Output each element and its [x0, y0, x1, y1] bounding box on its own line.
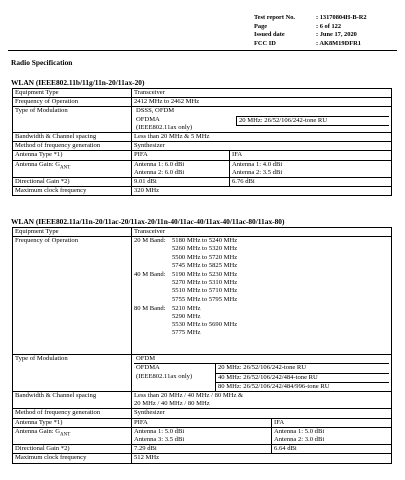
band-range: 5510 MHz to 5710 MHz [172, 287, 238, 295]
row-value: 2412 MHz to 2462 MHz [132, 98, 392, 107]
header-key: Issued date [254, 31, 285, 39]
gain-value: Antenna 3: 3.5 dBi [134, 436, 185, 444]
gain-subscript: ANT [60, 432, 71, 438]
modulation-cell [132, 107, 392, 133]
gain-value: Antenna 1: 4.0 dBi [232, 160, 283, 168]
band-range: 5210 MHz [172, 304, 201, 312]
row-value: 512 MHz [132, 454, 392, 463]
table-row [13, 89, 392, 98]
header-divider [8, 50, 397, 51]
ru-value: 20 MHz: 26/52/106/242-tone RU [236, 116, 389, 126]
header-value: : 13170804H-B-R2 [316, 14, 367, 21]
table-row [13, 409, 392, 418]
table-row [13, 187, 392, 196]
band-label: 20 M Band: [134, 237, 166, 245]
table-row [13, 98, 392, 107]
table-row [13, 418, 392, 427]
header-value: : AK8M19DFR1 [316, 39, 361, 47]
gain-subscript: ANT [60, 164, 71, 170]
row-value [132, 160, 230, 177]
header-key: Page [254, 22, 268, 30]
band-range: 5745 MHz to 5825 MHz [172, 261, 238, 269]
row-value: IFA [272, 418, 392, 427]
band-range: 5260 MHz to 5320 MHz [172, 245, 238, 253]
table2-spec [12, 227, 392, 464]
row-label: Directional Gain *2) [13, 178, 132, 187]
table1-spec [12, 88, 392, 196]
table-row [13, 427, 392, 444]
table-row [13, 392, 392, 409]
row-label: Type of Modulation [13, 107, 132, 133]
header-key: Test report No. [254, 14, 296, 21]
band-range: 5775 MHz [172, 329, 201, 337]
gain-value: Antenna 1: 5.0 dBi [274, 427, 325, 435]
ofdma-left [134, 116, 236, 132]
gain-value: Antenna 2: 6.0 dBi [134, 168, 185, 176]
row-value: Transceiver [132, 228, 392, 237]
band-range: 5190 MHz to 5230 MHz [172, 271, 238, 279]
band-group [134, 237, 389, 270]
ofdma-note: (IEEE802.11ax only) [136, 372, 193, 380]
header-value: : June 17, 2020 [316, 31, 357, 39]
row-value: 6.76 dBi [230, 178, 392, 187]
table-row [13, 454, 392, 463]
row-value: Synthesizer [132, 142, 392, 151]
row-label: Directional Gain *2) [13, 445, 132, 454]
row-label: Type of Modulation [13, 355, 132, 392]
table-row [13, 142, 392, 151]
header-row [254, 31, 367, 40]
row-label: Antenna Type *1) [13, 151, 132, 160]
ru-list [215, 364, 389, 391]
row-value: 6.64 dBi [272, 445, 392, 454]
header-value: : 6 of 122 [316, 22, 342, 30]
row-value: Synthesizer [132, 409, 392, 418]
ofdma-label: OFDMA [136, 115, 160, 123]
gain-label: Antenna Gain: G [15, 160, 61, 168]
ofdma-block [134, 364, 389, 391]
band-group [134, 271, 389, 304]
row-value: 9.01 dBi [132, 178, 230, 187]
header-row [254, 14, 367, 23]
row-value: Transceiver [132, 89, 392, 98]
bandwidth-line: Less than 20 MHz / 40 MHz / 80 MHz & [134, 392, 244, 400]
row-label: Equipment Type [13, 228, 132, 237]
band-range: 5180 MHz to 5240 MHz [172, 237, 238, 245]
band-group [134, 305, 389, 338]
table-row [13, 445, 392, 454]
table-row [13, 107, 392, 133]
band-ranges [172, 305, 237, 338]
row-label: Maximum clock frequency [13, 187, 132, 196]
ofdma-left [134, 364, 215, 391]
gain-value: Antenna 2: 3.5 dBi [232, 168, 283, 176]
row-value [132, 392, 392, 409]
row-label: Frequency of Operation [13, 98, 132, 107]
header-key: FCC ID [254, 39, 276, 47]
row-value [230, 160, 392, 177]
row-value: PIFA [132, 151, 230, 160]
band-range: 5500 MHz to 5720 MHz [172, 253, 238, 261]
row-value: PIFA [132, 418, 272, 427]
row-value: IFA [230, 151, 392, 160]
band-ranges [172, 271, 237, 304]
table-row [13, 355, 392, 392]
table-row [13, 160, 392, 177]
band-range: 5290 MHz [172, 313, 201, 321]
row-value [132, 427, 272, 444]
header-row [254, 40, 367, 49]
gain-value: Antenna 1: 5.0 dBi [134, 427, 185, 435]
row-label [13, 427, 132, 444]
row-label [13, 160, 132, 177]
row-value: Less than 20 MHz & 5 MHz [132, 133, 392, 142]
table-row [13, 178, 392, 187]
gain-label: Antenna Gain: G [15, 427, 61, 435]
band-label: 80 M Band: [134, 304, 166, 312]
table2-title: WLAN (IEEE802.11a/11n-20/11ac-20/11ax-20/11n-40/11ac-40/11ax-40/11ac-80/11ax-80) [11, 217, 285, 226]
row-label: Equipment Type [13, 89, 132, 98]
band-label: 40 M Band: [134, 271, 166, 279]
row-label: Bandwidth & Channel spacing [13, 392, 132, 409]
section-title: Radio Specification [11, 58, 73, 67]
modulation-line: OFDM [134, 355, 389, 364]
report-header [254, 14, 367, 48]
row-label: Maximum clock frequency [13, 454, 132, 463]
band-range: 5270 MHz to 5310 MHz [172, 279, 238, 287]
ofdma-note: (IEEE802.11ax only) [136, 123, 193, 131]
ofdma-label: OFDMA [136, 364, 160, 372]
ru-value: 20 MHz: 26/52/106/242-tone RU [216, 364, 389, 373]
row-label: Bandwidth & Channel spacing [13, 133, 132, 142]
ru-value: 80 MHz: 26/52/106/242/484/996-tone RU [218, 382, 330, 390]
modulation-cell [132, 355, 392, 392]
table-row [13, 228, 392, 237]
ru-value: 40 MHz: 26/52/106/242/484-tone RU [216, 374, 389, 383]
band-range: 5755 MHz to 5795 MHz [172, 295, 238, 303]
bandwidth-line: 20 MHz / 40 MHz / 80 MHz [134, 400, 210, 408]
row-label: Method of frequency generation [13, 409, 132, 418]
table-row [13, 151, 392, 160]
ofdma-block [134, 116, 389, 132]
frequency-bands [132, 237, 392, 355]
header-row [254, 23, 367, 32]
row-label: Antenna Type *1) [13, 418, 132, 427]
table1-title: WLAN (IEEE802.11b/11g/11n-20/11ax-20) [11, 78, 145, 87]
band-range: 5530 MHz to 5690 MHz [172, 321, 238, 329]
table-row [13, 133, 392, 142]
table-row [13, 237, 392, 355]
band-ranges [172, 237, 237, 270]
modulation-line: DSSS, OFDM [136, 107, 175, 115]
row-value: 7.29 dBi [132, 445, 272, 454]
row-value: 320 MHz [132, 187, 392, 196]
gain-value: Antenna 1: 6.0 dBi [134, 160, 185, 168]
gain-value: Antenna 2: 3.0 dBi [274, 436, 325, 444]
row-label: Frequency of Operation [13, 237, 132, 355]
row-value [272, 427, 392, 444]
row-label: Method of frequency generation [13, 142, 132, 151]
